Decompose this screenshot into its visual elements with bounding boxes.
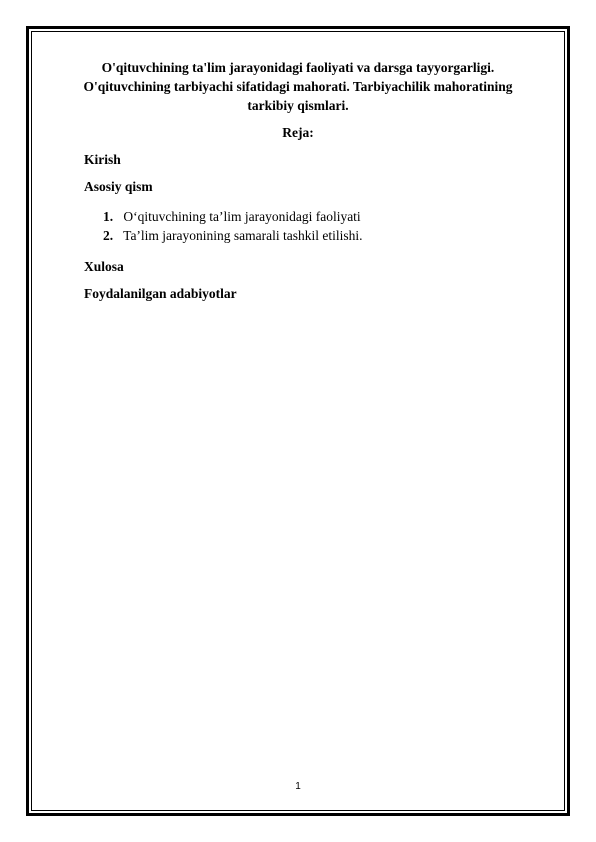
main-part-heading: Asosiy qism (84, 179, 153, 194)
list-item-number: 1. (103, 209, 114, 224)
plan-list (103, 208, 363, 245)
list-item (103, 227, 363, 246)
list-item-text: O‘qituvchining ta’lim jarayonidagi faoliyati (123, 209, 361, 224)
page-number: 1 (295, 781, 301, 792)
references-heading: Foydalanilgan adabiyotlar (84, 286, 237, 301)
plan-heading: Reja: (282, 125, 314, 140)
title-line-3: tarkibiy qismlari. (247, 98, 349, 113)
page-border-inner (31, 31, 565, 811)
list-item-text: Ta’lim jarayonining samarali tashkil etilishi. (123, 227, 363, 243)
list-item (103, 208, 363, 227)
document-title (80, 58, 516, 115)
list-item-number: 2. (103, 227, 114, 243)
conclusion-heading: Xulosa (84, 259, 124, 274)
title-line-1: O'qituvchining ta'lim jarayonidagi faoliyati va darsga tayyorgarligi. (101, 60, 495, 75)
intro-heading: Kirish (84, 152, 121, 167)
title-line-2: O'qituvchining tarbiyachi sifatidagi mahorati. Tarbiyachilik mahoratining (83, 79, 513, 94)
